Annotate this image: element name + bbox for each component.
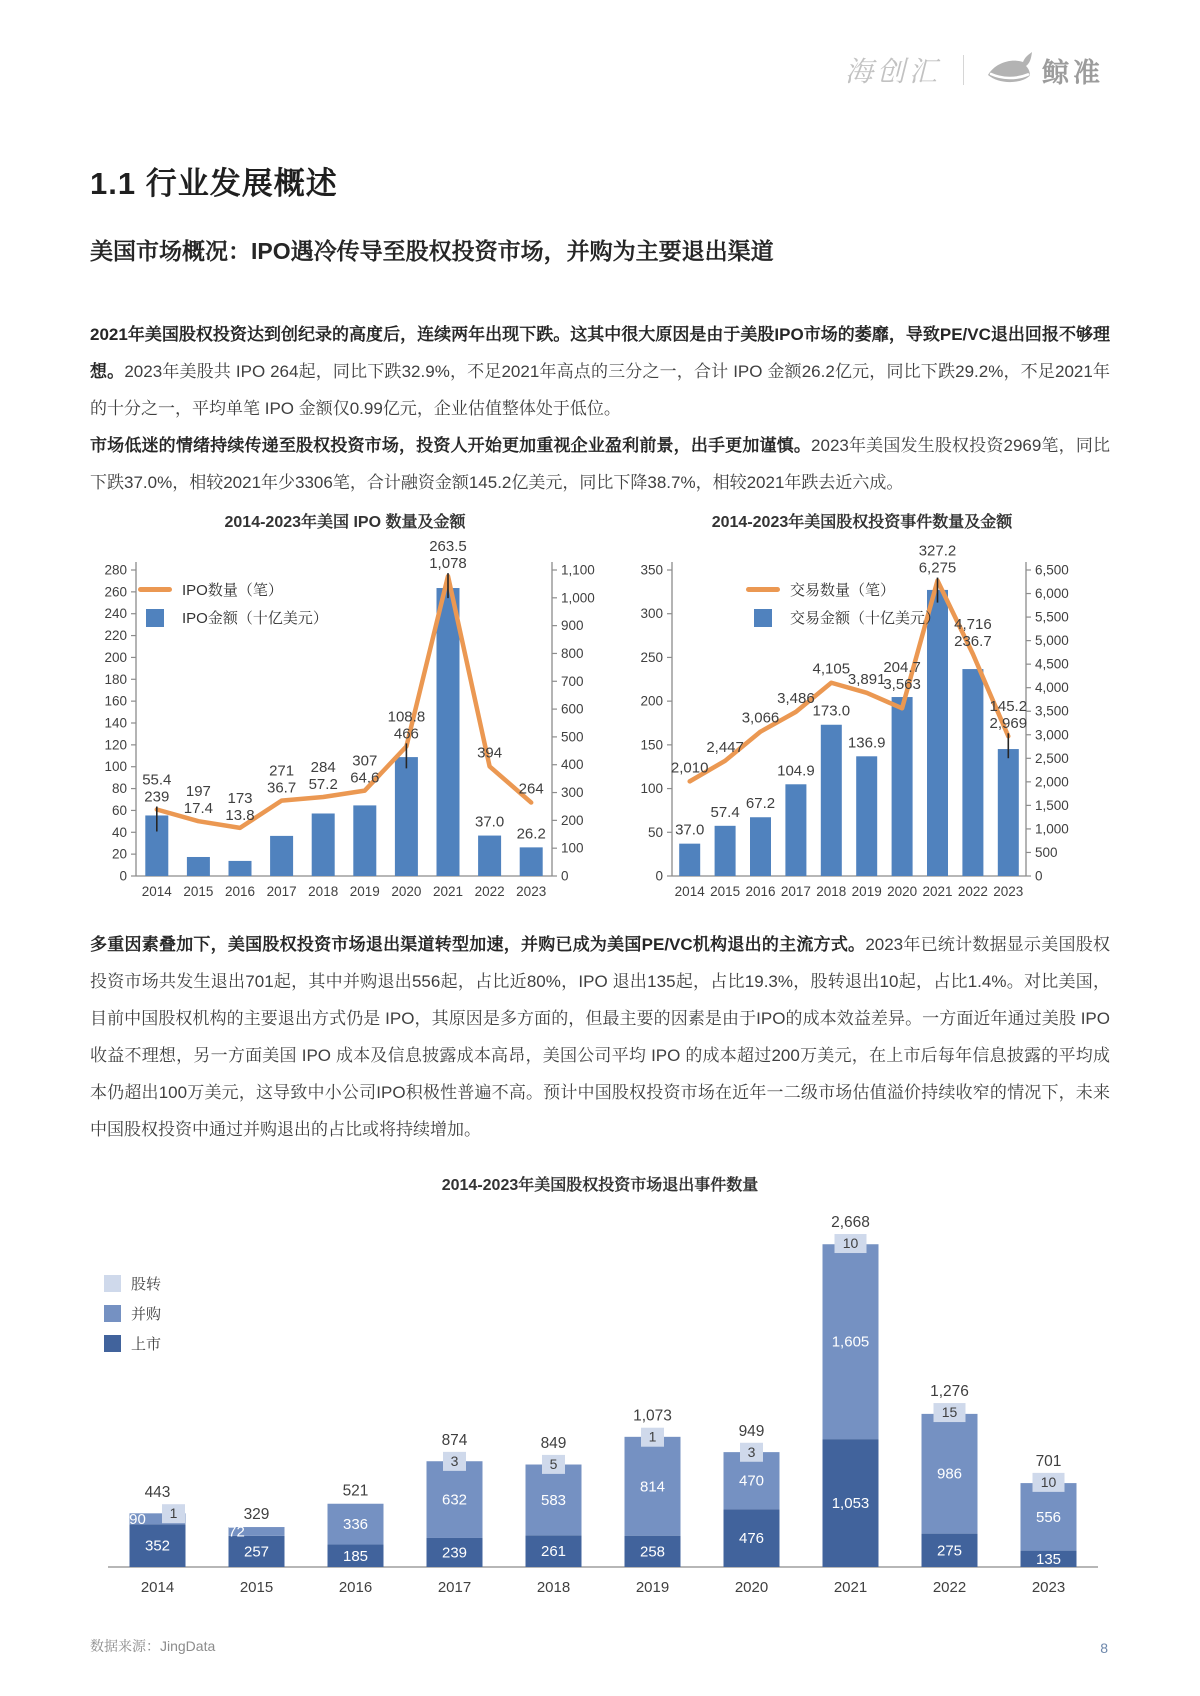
svg-text:交易金额（十亿美元）: 交易金额（十亿美元） <box>790 610 941 627</box>
svg-text:336: 336 <box>342 1516 369 1534</box>
svg-text:400: 400 <box>561 757 584 773</box>
svg-text:1,053: 1,053 <box>831 1495 870 1513</box>
svg-text:197: 197 <box>185 783 211 801</box>
svg-text:104.9: 104.9 <box>777 762 815 780</box>
svg-text:556: 556 <box>1035 1508 1062 1526</box>
svg-text:2022: 2022 <box>957 884 988 899</box>
svg-text:100: 100 <box>640 781 663 797</box>
svg-text:352: 352 <box>144 1537 171 1555</box>
svg-text:2020: 2020 <box>391 884 422 899</box>
svg-text:284: 284 <box>310 758 336 776</box>
svg-text:220: 220 <box>104 628 127 644</box>
svg-text:3,486: 3,486 <box>777 689 815 707</box>
svg-text:260: 260 <box>104 584 127 600</box>
exit-stacked-chart <box>90 1199 1110 1609</box>
svg-text:17.4: 17.4 <box>183 800 214 818</box>
svg-text:1: 1 <box>169 1505 178 1522</box>
svg-text:2019: 2019 <box>851 884 882 899</box>
svg-text:0: 0 <box>1035 868 1043 884</box>
svg-text:2020: 2020 <box>734 1579 769 1596</box>
svg-text:股转: 股转 <box>131 1276 162 1293</box>
svg-text:476: 476 <box>738 1530 765 1548</box>
svg-text:并购: 并购 <box>131 1306 162 1323</box>
svg-text:2016: 2016 <box>224 884 256 899</box>
svg-text:60: 60 <box>111 802 127 818</box>
svg-text:136.9: 136.9 <box>847 734 886 752</box>
svg-text:2015: 2015 <box>710 884 741 899</box>
svg-text:239: 239 <box>441 1544 468 1562</box>
svg-text:3,000: 3,000 <box>1035 727 1069 743</box>
svg-text:2015: 2015 <box>239 1579 274 1596</box>
svg-text:0: 0 <box>655 868 663 884</box>
svg-text:10: 10 <box>1040 1473 1057 1490</box>
svg-text:6,000: 6,000 <box>1035 586 1069 602</box>
svg-text:500: 500 <box>1035 844 1058 860</box>
brand-right-logo: 鲸准 <box>1042 57 1104 88</box>
svg-text:0: 0 <box>119 868 127 884</box>
svg-text:2,010: 2,010 <box>670 759 709 777</box>
pe-vc-chart-title: 2014-2023年美国股权投资事件数量及金额 <box>711 514 1013 531</box>
svg-text:5,500: 5,500 <box>1035 609 1069 625</box>
svg-text:150: 150 <box>640 737 663 753</box>
svg-text:3,891: 3,891 <box>847 670 886 688</box>
svg-text:0: 0 <box>561 868 569 884</box>
svg-text:上市: 上市 <box>131 1336 162 1353</box>
svg-text:2017: 2017 <box>780 884 811 899</box>
svg-text:466: 466 <box>393 725 419 743</box>
svg-text:1,078: 1,078 <box>429 555 467 573</box>
svg-text:4,105: 4,105 <box>812 660 851 678</box>
svg-text:120: 120 <box>104 737 127 753</box>
svg-text:2015: 2015 <box>183 884 214 899</box>
pe-vc-combo-chart <box>616 534 1108 916</box>
svg-text:2,668: 2,668 <box>831 1214 870 1232</box>
charts-row <box>0 509 1200 916</box>
svg-text:40: 40 <box>111 824 127 840</box>
svg-text:900: 900 <box>561 618 584 634</box>
svg-text:600: 600 <box>561 701 584 717</box>
svg-text:2,447: 2,447 <box>706 738 744 756</box>
svg-text:239: 239 <box>144 788 170 806</box>
svg-text:701: 701 <box>1035 1452 1062 1470</box>
svg-text:108.8: 108.8 <box>387 708 426 726</box>
svg-text:2021: 2021 <box>833 1579 868 1596</box>
svg-text:240: 240 <box>104 606 127 622</box>
svg-text:交易数量（笔）: 交易数量（笔） <box>790 582 896 599</box>
svg-text:2023: 2023 <box>1031 1579 1066 1596</box>
svg-text:173: 173 <box>227 789 253 807</box>
svg-text:258: 258 <box>639 1543 666 1561</box>
exit-chart-box <box>90 1199 1110 1614</box>
svg-text:271: 271 <box>269 762 295 780</box>
svg-text:1,100: 1,100 <box>561 562 595 578</box>
svg-text:13.8: 13.8 <box>225 806 255 824</box>
svg-text:37.0: 37.0 <box>474 813 505 831</box>
svg-text:300: 300 <box>640 606 663 622</box>
svg-text:100: 100 <box>561 840 584 856</box>
svg-text:173.0: 173.0 <box>812 702 851 720</box>
svg-text:6,275: 6,275 <box>918 559 957 577</box>
svg-text:204.7: 204.7 <box>883 659 921 677</box>
svg-text:2018: 2018 <box>308 884 339 899</box>
paragraph-3-lead: 多重因素叠加下，美国股权投资市场退出渠道转型加速，并购已成为美国PE/VC机构退出的主流方式。 <box>90 935 866 954</box>
svg-text:257: 257 <box>243 1543 270 1561</box>
svg-text:55.4: 55.4 <box>142 771 172 789</box>
svg-text:3: 3 <box>747 1443 756 1460</box>
svg-text:1,000: 1,000 <box>1035 821 1069 837</box>
svg-text:275: 275 <box>936 1542 963 1560</box>
svg-text:200: 200 <box>561 812 584 828</box>
svg-text:185: 185 <box>342 1547 369 1565</box>
svg-text:6,500: 6,500 <box>1035 562 1069 578</box>
svg-text:4,000: 4,000 <box>1035 680 1069 696</box>
svg-text:2016: 2016 <box>745 884 776 899</box>
svg-text:3: 3 <box>450 1452 459 1469</box>
svg-text:814: 814 <box>639 1478 666 1496</box>
exit-chart-title: 2014-2023年美国股权投资市场退出事件数量 <box>441 1177 759 1194</box>
page-number: 8 <box>1100 1640 1108 1656</box>
svg-text:2,500: 2,500 <box>1035 750 1069 766</box>
svg-text:2014: 2014 <box>674 884 705 899</box>
svg-text:15: 15 <box>941 1404 958 1421</box>
data-source-note: 数据来源：JingData <box>90 1638 216 1654</box>
svg-text:1,500: 1,500 <box>1035 797 1069 813</box>
paragraph-2-lead: 市场低迷的情绪持续传递至股权投资市场，投资人开始更加重视企业盈利前景，出手更加谨慎。 <box>90 436 812 455</box>
svg-text:180: 180 <box>104 671 127 687</box>
paragraph-1-lead: 2021年美国股权投资达到创纪录的高度后，连续两年出现下跌。这其中很大原因是由于美股IPO市场的萎靡，导致PE/VC退出回报不够理想。 <box>90 325 1110 381</box>
svg-text:2021: 2021 <box>922 884 953 899</box>
svg-text:443: 443 <box>144 1484 171 1502</box>
svg-text:145.2: 145.2 <box>989 698 1028 716</box>
ipo-combo-chart <box>86 534 604 916</box>
ipo-chart-box <box>86 509 604 916</box>
svg-text:329: 329 <box>243 1506 270 1524</box>
paragraph-1-body: 2023年美股共 IPO 264起，同比下跌32.9%，不足2021年高点的三分之一，合计 IPO 金额26.2亿元，同比下跌29.2%，不足2021年的十分之一，平均单笔 IPO 金额仅0.99亿元，企业估值整体处于低位。 <box>90 362 1110 418</box>
svg-text:2021: 2021 <box>432 884 464 899</box>
pe-vc-chart-box <box>616 509 1108 916</box>
svg-text:263.5: 263.5 <box>429 538 467 556</box>
svg-text:IPO金额（十亿美元）: IPO金额（十亿美元） <box>182 610 328 627</box>
svg-text:700: 700 <box>561 673 584 689</box>
svg-text:135: 135 <box>1035 1550 1062 1568</box>
svg-text:949: 949 <box>738 1422 765 1440</box>
svg-text:2014: 2014 <box>141 884 172 899</box>
svg-text:280: 280 <box>104 562 127 578</box>
svg-text:3,066: 3,066 <box>741 709 780 727</box>
ipo-chart-title: 2014-2023年美国 IPO 数量及金额 <box>224 514 466 531</box>
svg-text:IPO数量（笔）: IPO数量（笔） <box>182 582 283 599</box>
svg-text:2019: 2019 <box>349 884 380 899</box>
svg-text:2018: 2018 <box>536 1579 571 1596</box>
svg-text:1,276: 1,276 <box>930 1383 969 1401</box>
svg-text:64.6: 64.6 <box>350 769 380 787</box>
svg-text:2022: 2022 <box>932 1579 967 1596</box>
paragraph-3 <box>90 926 1110 1148</box>
svg-text:5: 5 <box>549 1455 558 1472</box>
intro-text-block <box>90 316 1110 501</box>
svg-text:250: 250 <box>640 649 663 665</box>
svg-text:583: 583 <box>540 1491 567 1509</box>
svg-text:264: 264 <box>518 780 544 798</box>
svg-text:2014: 2014 <box>140 1579 175 1596</box>
header-brand <box>845 50 1104 90</box>
svg-text:200: 200 <box>104 649 127 665</box>
svg-text:470: 470 <box>738 1472 765 1490</box>
svg-text:2,969: 2,969 <box>989 715 1028 733</box>
svg-text:2017: 2017 <box>437 1579 472 1596</box>
svg-text:50: 50 <box>647 824 663 840</box>
svg-text:37.0: 37.0 <box>675 821 705 839</box>
svg-text:80: 80 <box>111 781 127 797</box>
svg-text:2020: 2020 <box>887 884 918 899</box>
svg-text:2023: 2023 <box>993 884 1024 899</box>
svg-text:67.2: 67.2 <box>745 795 776 813</box>
svg-text:521: 521 <box>342 1482 369 1500</box>
svg-text:4,500: 4,500 <box>1035 656 1069 672</box>
svg-text:10: 10 <box>842 1235 859 1252</box>
paragraph-2-body: 2023年美国发生股权投资2969笔，同比下跌37.0%，相较2021年少3306笔，合计融资金额145.2亿美元，同比下降38.7%，相较2021年跌去近六成。 <box>90 436 1111 492</box>
svg-text:2022: 2022 <box>474 884 505 899</box>
whale-icon <box>986 51 1032 89</box>
svg-text:90: 90 <box>129 1510 146 1528</box>
svg-text:2,000: 2,000 <box>1035 774 1069 790</box>
svg-text:800: 800 <box>561 645 584 661</box>
svg-text:2019: 2019 <box>635 1579 670 1596</box>
svg-text:1,073: 1,073 <box>633 1407 672 1425</box>
svg-text:1,605: 1,605 <box>831 1333 870 1351</box>
paragraph-3-body: 2023年已统计数据显示美国股权投资市场共发生退出701起，其中并购退出556起，占比近80%，IPO 退出135起，占比19.3%，股转退出10起，占比1.4%。对比美国，目前中国股权机构的主要退出方式仍是 IPO，其原因是多方面的，但最主要的因素是由于IPO的成本效益差异。一方面近年通过美股 IPO 收益不理想，另一方面美国 IPO 成本及信息披露成本高昂，美国公司平均 IPO 的成本超过200万美元，在上市后每年信息披露的平均成本仍超出100万美元，这导致中小公司IPO积极性普遍不高。预计中国股权投资市场在近年一二级市场估值溢价持续收窄的情况下，未来中国股权投资中通过并购退出的占比或将持续增加。 <box>90 935 1111 1139</box>
svg-text:2023: 2023 <box>516 884 547 899</box>
svg-text:26.2: 26.2 <box>516 825 546 843</box>
svg-text:100: 100 <box>104 759 127 775</box>
svg-text:500: 500 <box>561 729 584 745</box>
svg-text:140: 140 <box>104 715 127 731</box>
svg-text:20: 20 <box>111 846 127 862</box>
svg-text:300: 300 <box>561 785 584 801</box>
svg-text:2018: 2018 <box>816 884 847 899</box>
svg-text:3,500: 3,500 <box>1035 703 1069 719</box>
svg-text:57.4: 57.4 <box>710 803 740 821</box>
svg-text:1,000: 1,000 <box>561 590 595 606</box>
brand-divider <box>963 55 964 85</box>
svg-text:307: 307 <box>352 752 378 770</box>
svg-text:4,716: 4,716 <box>954 615 992 633</box>
svg-text:350: 350 <box>640 562 663 578</box>
svg-text:1: 1 <box>648 1428 657 1445</box>
svg-text:36.7: 36.7 <box>266 779 297 797</box>
svg-text:394: 394 <box>477 744 503 762</box>
svg-text:3,563: 3,563 <box>883 676 921 694</box>
svg-text:5,000: 5,000 <box>1035 633 1069 649</box>
svg-text:72: 72 <box>228 1523 245 1541</box>
section-subtitle: 美国市场概况：IPO遇冷传导至股权投资市场，并购为主要退出渠道 <box>90 238 774 264</box>
svg-text:849: 849 <box>540 1434 567 1452</box>
brand-left-logo: 海创汇 <box>844 55 941 88</box>
svg-text:160: 160 <box>104 693 127 709</box>
svg-text:986: 986 <box>936 1465 963 1483</box>
section-title: 1.1 行业发展概述 <box>90 166 338 201</box>
svg-text:236.7: 236.7 <box>954 632 992 650</box>
svg-text:261: 261 <box>540 1543 567 1561</box>
svg-text:2017: 2017 <box>266 884 297 899</box>
svg-text:57.2: 57.2 <box>308 775 338 793</box>
svg-text:2016: 2016 <box>338 1579 373 1596</box>
svg-text:200: 200 <box>640 693 663 709</box>
paragraph-1 <box>90 316 1110 427</box>
paragraph-2 <box>90 427 1110 501</box>
exit-text-block <box>90 926 1110 1148</box>
svg-text:632: 632 <box>441 1491 468 1509</box>
svg-text:327.2: 327.2 <box>918 542 957 560</box>
svg-text:874: 874 <box>441 1431 468 1449</box>
